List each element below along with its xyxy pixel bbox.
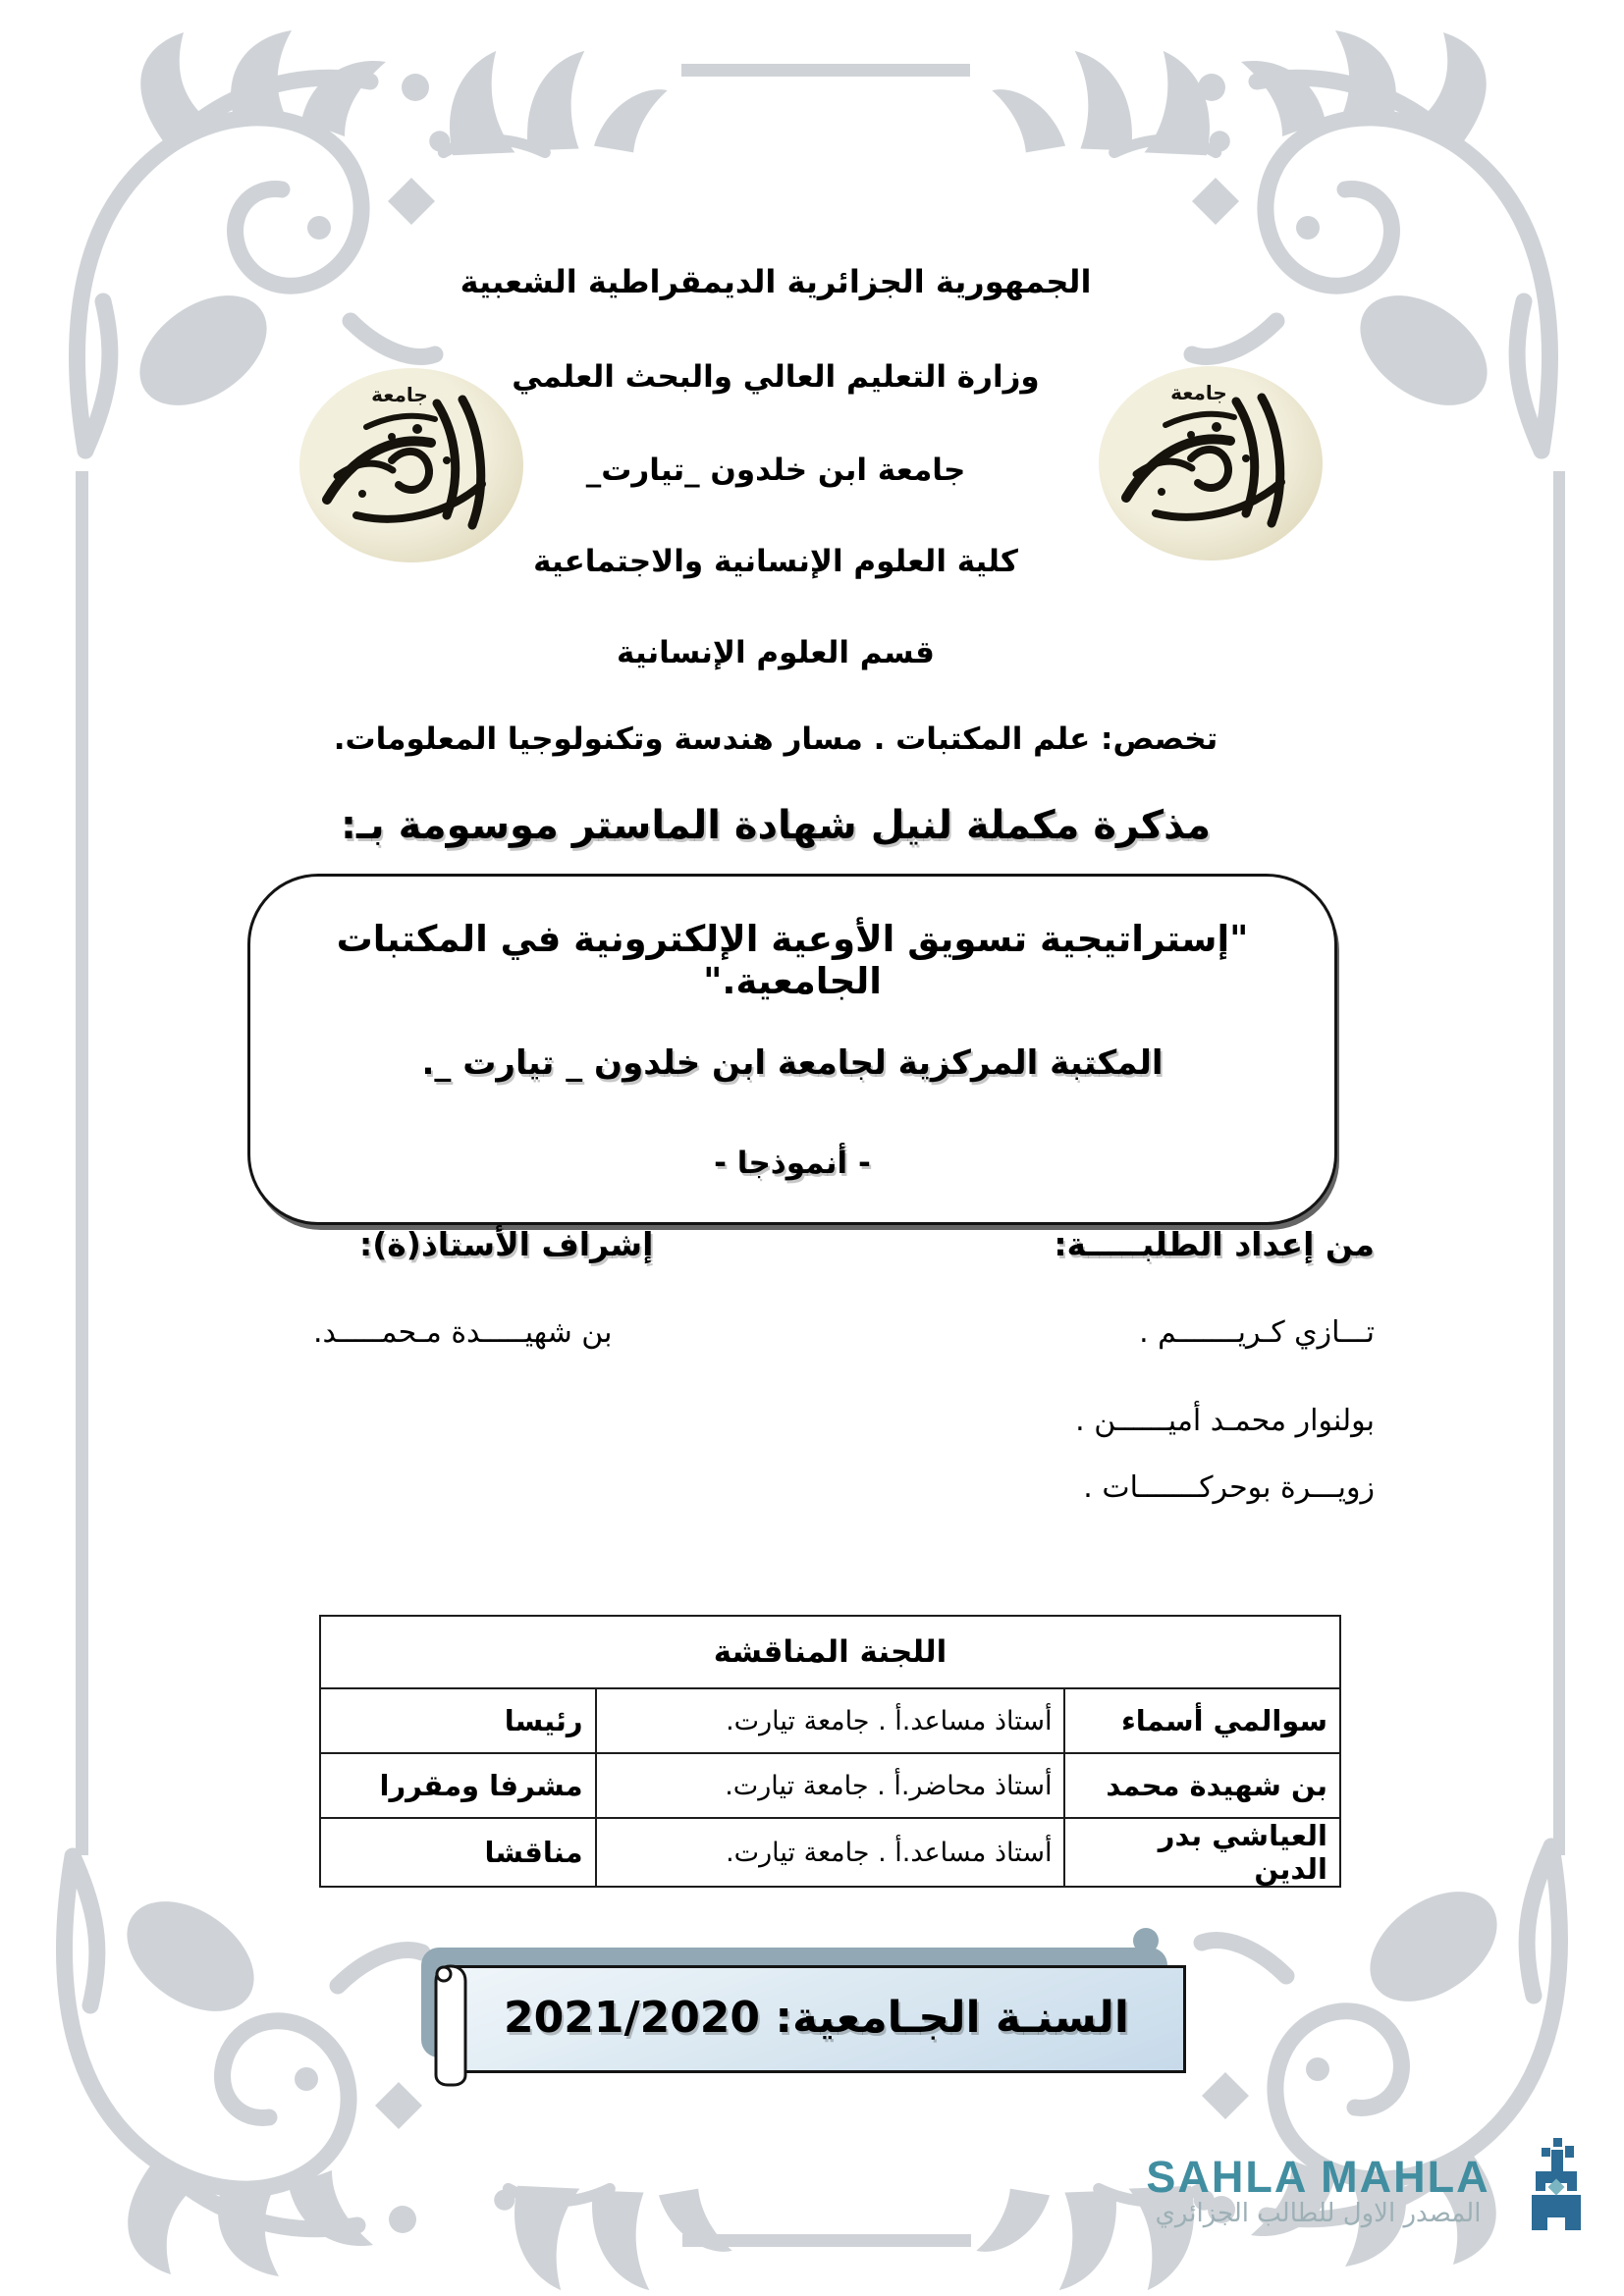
decorative-border-bar	[1553, 471, 1565, 1855]
banner-scroll-knob	[1133, 1928, 1159, 1953]
brand-tagline: المصدر الاول للطالب الجزائري	[1155, 2199, 1482, 2228]
thesis-title: "إستراتيجية تسويق الأوعية الإلكترونية في المكتبات الجامعية."	[336, 918, 1249, 1002]
ministry-line: وزارة التعليم العالي والبحث العلمي	[512, 359, 1040, 395]
committee-member-rank: أستاذ محاضر.أ . جامعة تيارت.	[596, 1753, 1065, 1818]
committee-member-role: رئيسا	[320, 1688, 596, 1753]
republic-line: الجمهورية الجزائرية الديمقراطية الشعبية	[460, 263, 1092, 300]
table-row	[320, 1753, 1340, 1818]
student-name: زويـــرة بوحركـــــــات .	[1083, 1470, 1375, 1505]
faculty-line: كلية العلوم الإنسانية والاجتماعية	[533, 544, 1018, 579]
department-line: قسم العلوم الإنسانية	[617, 635, 935, 670]
student-name: تـــازي كـريـــــــم .	[1139, 1315, 1375, 1350]
student-name: بولنوار محمـد أميــــــن .	[1075, 1404, 1375, 1438]
specialty-line: تخصص: علم المكتبات . مسار هندسة وتكنولوجيا المعلومات.	[333, 721, 1218, 757]
supervisor-header: إشراف الأستاذ(ة):	[359, 1225, 654, 1263]
decorative-border-bar	[76, 471, 88, 1855]
decorative-border-bar	[681, 64, 970, 77]
decorative-leaf-cluster	[424, 47, 670, 160]
banner-scroll-curl-icon	[430, 1961, 471, 2087]
academic-year-text: السنـة الجـامعية: 2021/2020	[504, 1993, 1129, 2043]
svg-text:جامعة: جامعة	[1170, 381, 1227, 404]
supervisor-name: بن شهيـــــدة مـحمـــــد.	[313, 1315, 613, 1350]
committee-member-name: سوالمي أسماء	[1064, 1688, 1340, 1753]
committee-table	[319, 1615, 1341, 1888]
decorative-corner-flourish	[12, 1843, 434, 2285]
committee-member-rank: أستاذ مساعد.أ . جامعة تيارت.	[596, 1688, 1065, 1753]
svg-text:جامعة: جامعة	[371, 383, 428, 406]
university-line: جامعة ابن خلدون _تيارت_	[585, 453, 966, 488]
academic-year-banner	[447, 1965, 1186, 2073]
committee-member-rank: أستاذ مساعد.أ . جامعة تيارت.	[596, 1818, 1065, 1887]
committee-member-name: بن شهيدة محمد	[1064, 1753, 1340, 1818]
decorative-border-bar	[682, 2234, 971, 2247]
table-row	[320, 1818, 1340, 1887]
committee-member-role: مشرفا ومقررا	[320, 1753, 596, 1818]
students-header: من إعداد الطلبـــــة:	[1054, 1225, 1375, 1263]
committee-member-name: العياشي بدر الدين	[1064, 1818, 1340, 1887]
committee-header-row	[320, 1616, 1340, 1688]
decorative-leaf-cluster	[990, 47, 1235, 160]
committee-member-role: مناقشا	[320, 1818, 596, 1887]
thesis-model-note: - أنموذجا -	[714, 1146, 871, 1181]
table-row	[320, 1688, 1340, 1753]
brand-wordmark: SAHLA MAHLA	[1146, 2152, 1490, 2202]
committee-title: اللجنة المناقشة	[320, 1616, 1340, 1688]
thesis-subtitle: المكتبة المركزية لجامعة ابن خلدون _ تيارت _.	[421, 1043, 1164, 1083]
sahla-mahla-emblem-icon	[1524, 2138, 1589, 2234]
thesis-note-line: مذكرة مكملة لنيل شهادة الماستر موسومة بـ:	[341, 803, 1211, 848]
thesis-title-box	[247, 874, 1337, 1225]
